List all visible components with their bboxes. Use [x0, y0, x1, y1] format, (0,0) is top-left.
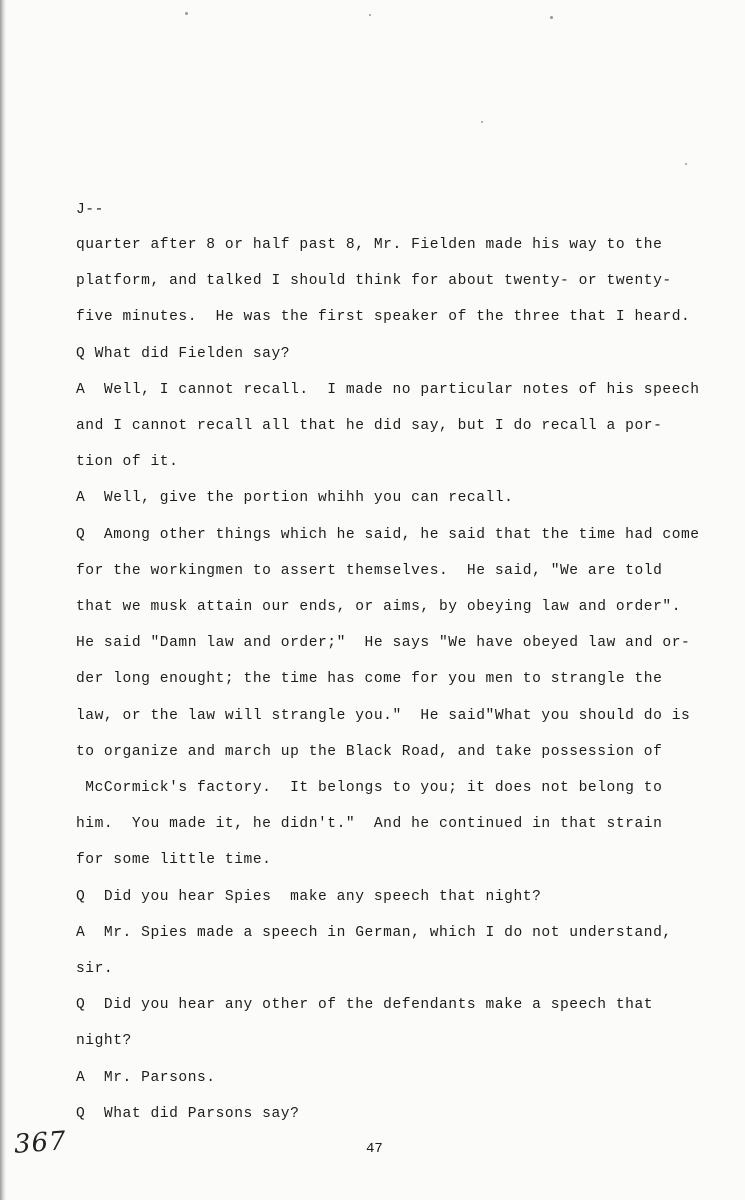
transcript-line: for the workingmen to assert themselves. He said, "We are told	[76, 562, 663, 579]
scan-edge-shadow	[0, 0, 6, 1200]
transcript-line: A Well, give the portion whihh you can recall.	[76, 490, 514, 507]
transcript-line: He said "Damn law and order;" He says "We have obeyed law and or-	[76, 635, 691, 652]
page-number: 47	[366, 1141, 383, 1157]
transcript-line: to organize and march up the Black Road, and take possession of	[76, 743, 663, 760]
scan-speck	[685, 163, 687, 165]
transcript-line: A Mr. Spies made a speech in German, which I do not understand,	[76, 924, 672, 941]
transcript-line: sir.	[76, 961, 114, 977]
transcript-line: Q What did Fielden say?	[76, 345, 291, 362]
transcript-line: McCormick's factory. It belongs to you; it does not belong to	[76, 780, 663, 796]
scan-speck	[185, 12, 188, 15]
transcript-line: A Mr. Parsons.	[76, 1069, 216, 1086]
transcript-line: law, or the law will strangle you." He said"What you should do is	[76, 707, 691, 724]
transcript-line: Q Among other things which he said, he said that the time had come	[76, 526, 700, 543]
transcript-line: and I cannot recall all that he did say, but I do recall a por-	[76, 418, 663, 434]
scan-speck	[481, 121, 483, 123]
transcript-line: for some little time.	[76, 852, 272, 869]
transcript-line: tion of it.	[76, 454, 179, 471]
scan-speck	[550, 16, 553, 19]
section-marker: J--	[76, 202, 104, 218]
handwritten-page-note: 367	[13, 1126, 68, 1160]
scan-speck	[369, 14, 371, 16]
transcript-line: five minutes. He was the first speaker of the three that I heard.	[76, 309, 691, 326]
transcript-line: night?	[76, 1033, 132, 1050]
transcript-line: Q Did you hear Spies make any speech that night?	[76, 888, 542, 905]
transcript-line: der long enought; the time has come for you men to strangle the	[76, 671, 663, 688]
transcript-line: Q What did Parsons say?	[76, 1105, 300, 1122]
transcript-line: quarter after 8 or half past 8, Mr. Fielden made his way to the	[76, 237, 663, 253]
transcript-line: Q Did you hear any other of the defendants make a speech that	[76, 997, 654, 1014]
transcript-line: him. You made it, he didn't." And he continued in that strain	[76, 816, 663, 833]
transcript-line: that we musk attain our ends, or aims, by obeying law and order".	[76, 599, 681, 615]
transcript-line: platform, and talked I should think for about twenty- or twenty-	[76, 273, 672, 290]
transcript-line: A Well, I cannot recall. I made no particular notes of his speech	[76, 381, 700, 398]
